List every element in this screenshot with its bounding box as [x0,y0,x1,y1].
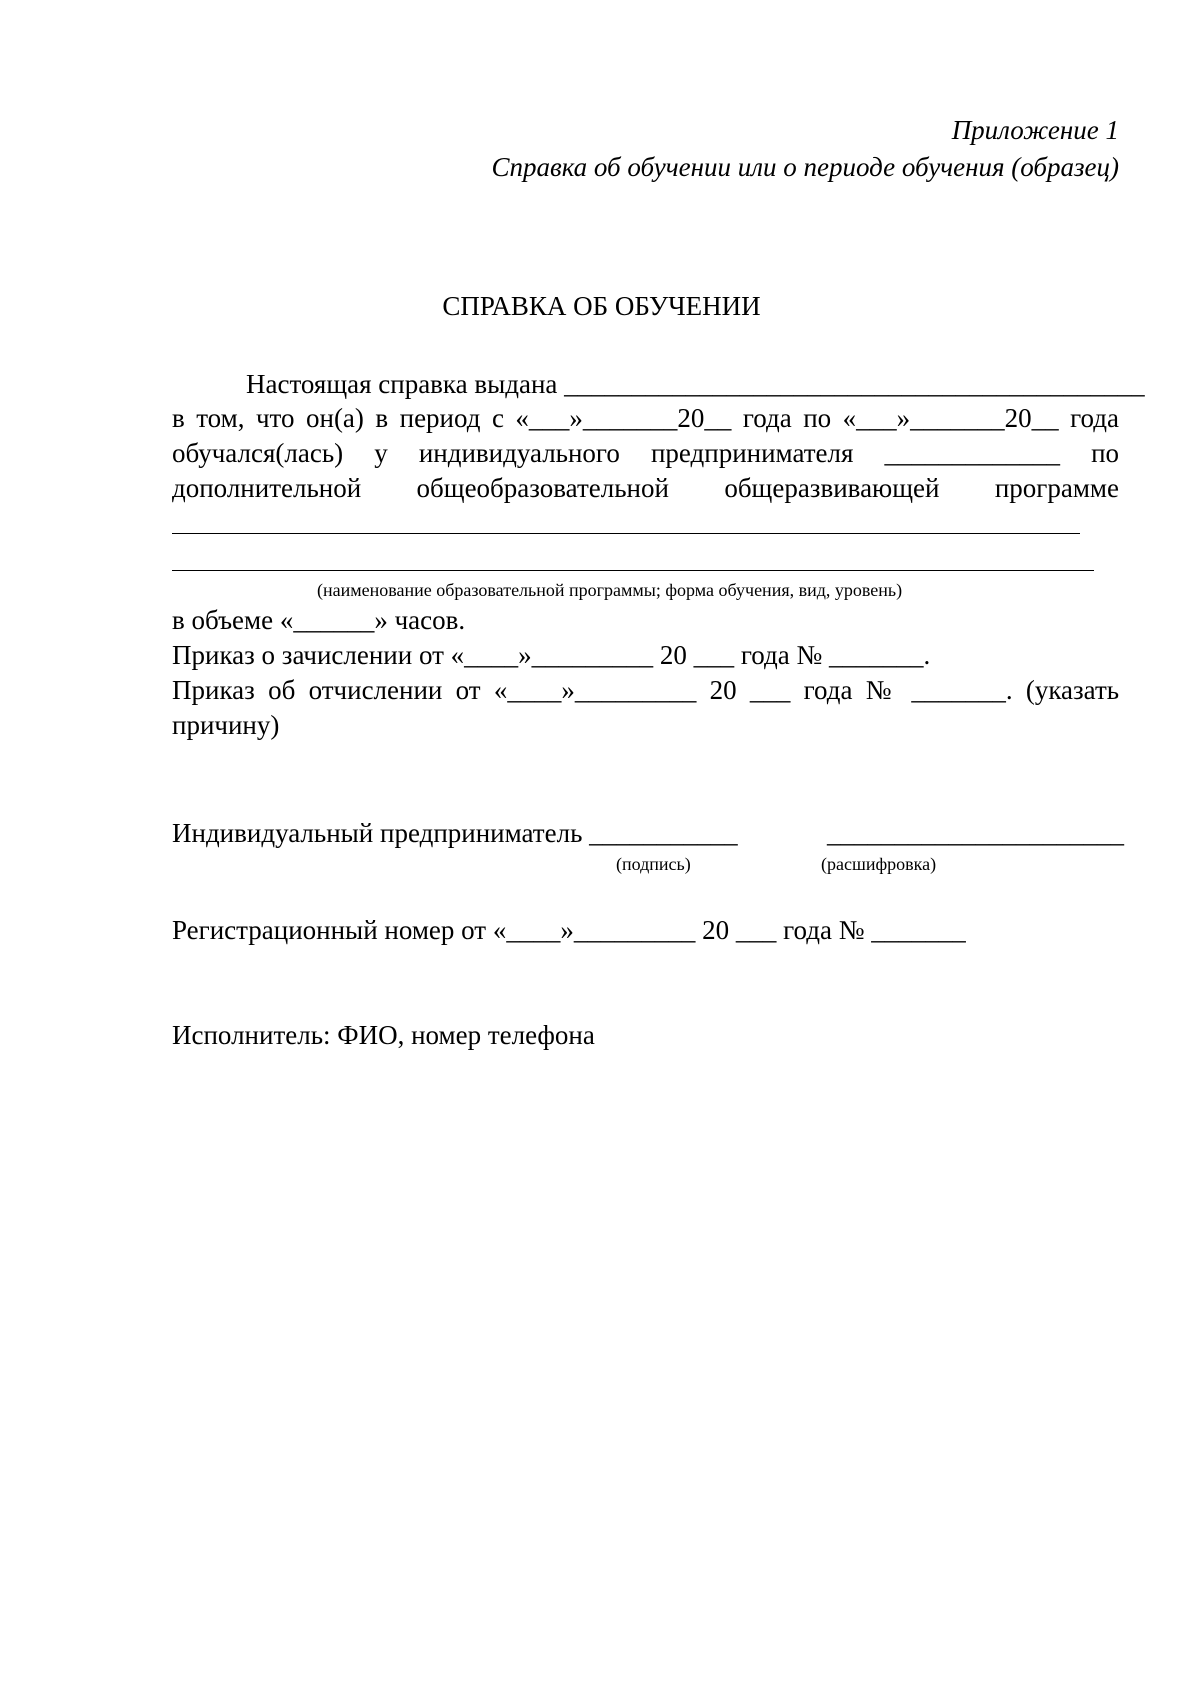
expulsion-order-word: об [268,675,296,705]
expulsion-order-word: ___ [749,675,791,705]
expulsion-order-word: Приказ [172,675,255,705]
signature-caption: (подпись) [616,854,691,874]
program-line [172,472,1119,504]
entrepreneur-line-word: индивидуального [418,438,620,468]
expulsion-order-word: «____»_________ [493,675,697,705]
expulsion-order-word: от [455,675,481,705]
appendix-number: Приложение 1 [951,115,1119,145]
appendix-description: Справка об обучении или о периоде обучения (образец) [491,152,1119,182]
study-period-text: в том, что он(а) в период с «___»_______20__ года по «___»_______20__ года [172,403,1119,433]
program-name-blank-1 [172,533,1080,534]
program-caption: (наименование образовательной программы; форма обучения, вид, уровень) [317,580,903,600]
expulsion-reason-line: причину) [172,710,280,740]
expulsion-order-word: № [865,675,899,705]
program-name-blank-2 [172,570,1094,571]
volume-line: в объеме «______» часов. [172,605,466,635]
expulsion-order-word: _______. [911,675,1013,705]
expulsion-order-word: 20 [709,675,737,705]
program-line-word: дополнительной [172,473,362,503]
entrepreneur-line-word: обучался(лась) [172,438,344,468]
expulsion-order-line [172,674,1119,706]
program-line-word: общеразвивающей [724,473,940,503]
entrepreneur-line-word: _____________ [884,438,1061,468]
decoding-caption: (расшифровка) [821,854,937,874]
expulsion-order-word: года [803,675,853,705]
enrollment-order-line: Приказ о зачислении от «____»_________ 20 ___ года № _______. [172,640,931,670]
study-period-line [172,402,1119,434]
program-line-word: общеобразовательной [416,473,669,503]
issued-to-line: Настоящая справка выдана ___________________________________________ [246,369,1145,399]
registration-line: Регистрационный номер от «____»_________ 20 ___ года № _______ [172,915,966,945]
entrepreneur-line-word: по [1091,438,1120,468]
entrepreneur-signature-line: Индивидуальный предприниматель ___________ [172,818,738,848]
entrepreneur-line-word: у [374,438,388,468]
entrepreneur-line [172,437,1119,469]
expulsion-order-word: отчислении [308,675,443,705]
program-line-word: программе [994,473,1119,503]
expulsion-order-word: (указать [1025,675,1120,705]
entrepreneur-line-word: предпринимателя [650,438,854,468]
executor-line: Исполнитель: ФИО, номер телефона [172,1020,595,1050]
decoding-blank: ______________________ [827,818,1124,848]
document-title: СПРАВКА ОБ ОБУЧЕНИИ [442,291,761,321]
